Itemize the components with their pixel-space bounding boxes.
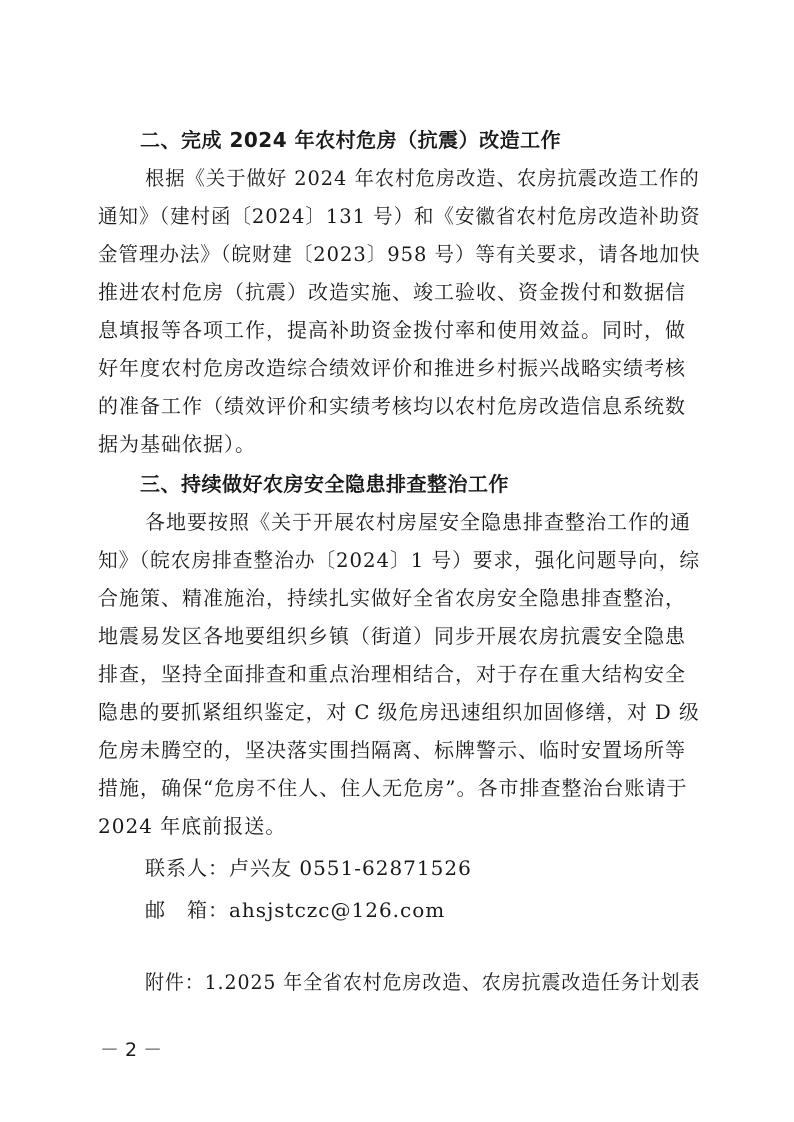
section-2-line: 推进农村危房（抗震）改造实施、竣工验收、资金拨付和数据信 bbox=[98, 280, 686, 304]
section-2-heading: 二、完成 2024 年农村危房（抗震）改造工作 bbox=[140, 128, 562, 152]
contact-email: 邮 箱：ahsjstczc@126.com bbox=[145, 898, 446, 922]
section-3-line: 危房未腾空的，坚决落实围挡隔离、标牌警示、临时安置场所等 bbox=[98, 738, 686, 762]
section-3-line: 各地要按照《关于开展农村房屋安全隐患排查整治工作的通 bbox=[145, 510, 691, 534]
section-3-line: 排查，坚持全面排查和重点治理相结合，对于存在重大结构安全 bbox=[98, 662, 686, 686]
section-3-heading: 三、持续做好农房安全隐患排查整治工作 bbox=[140, 472, 509, 496]
section-3-line: 措施，确保“危房不住人、住人无危房”。各市排查整治台账请于 bbox=[98, 776, 688, 800]
section-3-line: 合施策、精准施治，持续扎实做好全省农房安全隐患排查整治， bbox=[98, 586, 686, 610]
attachment-line: 附件：1.2025 年全省农村危房改造、农房抗震改造任务计划表 bbox=[145, 970, 701, 994]
section-3-line: 2024 年底前报送。 bbox=[98, 814, 287, 838]
section-2-line: 金管理办法》（皖财建〔2023〕958 号）等有关要求，请各地加快 bbox=[98, 242, 701, 266]
section-2-line: 息填报等各项工作，提高补助资金拨付率和使用效益。同时，做 bbox=[98, 318, 686, 342]
section-2-line: 根据《关于做好 2024 年农村危房改造、农房抗震改造工作的 bbox=[145, 166, 700, 190]
contact-person: 联系人：卢兴友 0551-62871526 bbox=[145, 856, 472, 880]
page-number: － 2 － bbox=[100, 1039, 163, 1061]
section-3-line: 隐患的要抓紧组织鉴定，对 C 级危房迅速组织加固修缮，对 D 级 bbox=[98, 700, 700, 724]
section-2-line: 据为基础依据）。 bbox=[98, 432, 256, 456]
section-3-line: 知》（皖农房排查整治办〔2024〕1 号）要求，强化问题导向，综 bbox=[98, 548, 701, 572]
section-3-line: 地震易发区各地要组织乡镇（街道）同步开展农房抗震安全隐患 bbox=[98, 624, 686, 648]
section-2-line: 的准备工作（绩效评价和实绩考核均以农村危房改造信息系统数 bbox=[98, 394, 686, 418]
section-2-line: 好年度农村危房改造综合绩效评价和推进乡村振兴战略实绩考核 bbox=[98, 356, 686, 380]
section-2-line: 通知》（建村函〔2024〕131 号）和《安徽省农村危房改造补助资 bbox=[98, 204, 701, 228]
